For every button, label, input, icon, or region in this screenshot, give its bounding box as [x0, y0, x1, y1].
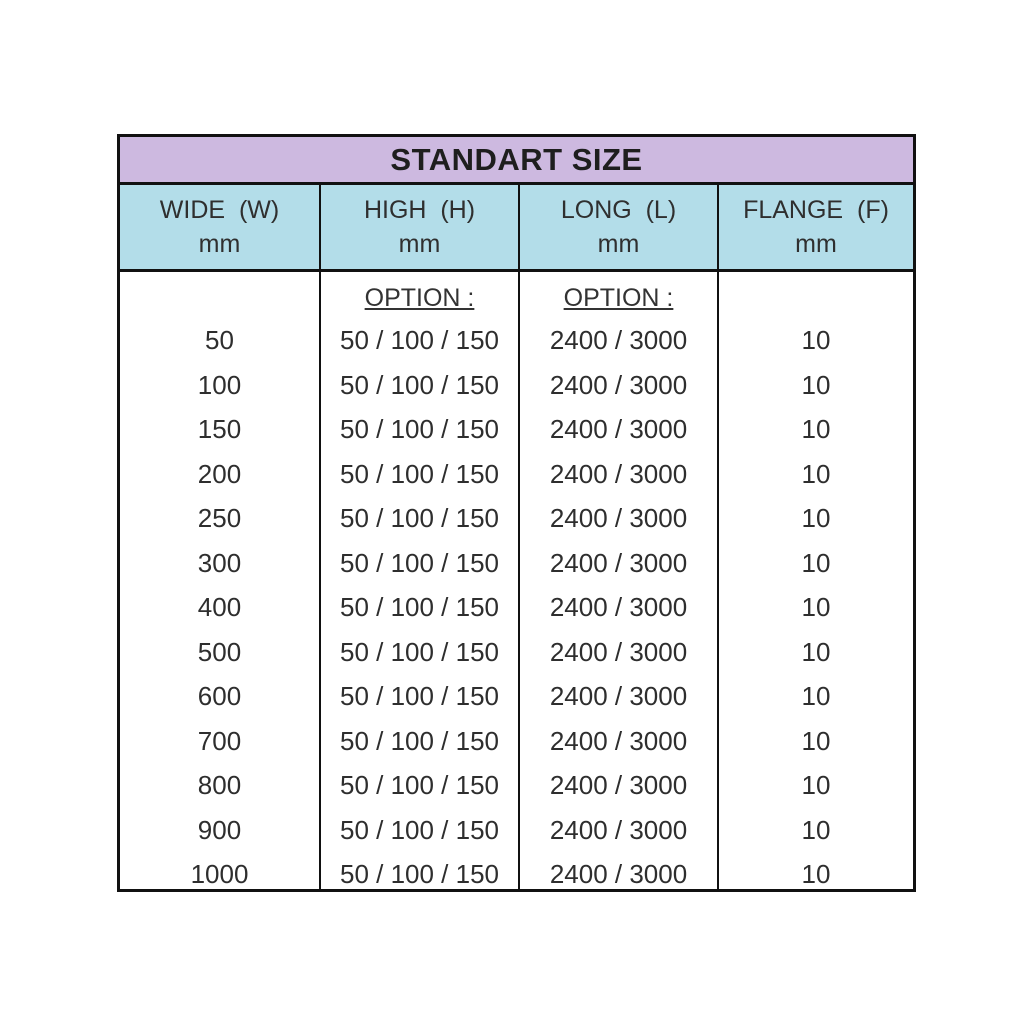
wide-cell: 1000 — [190, 859, 249, 889]
header-long-unit: mm — [597, 230, 640, 258]
wide-cell: 700 — [197, 725, 242, 756]
wide-cell: 800 — [197, 770, 242, 800]
long-cell: 2400 / 3000 — [549, 681, 688, 711]
wide-values — [120, 318, 319, 897]
wide-cell: 500 — [197, 636, 242, 667]
flange-cell: 10 — [801, 636, 831, 667]
long-cell: 2400 / 3000 — [549, 636, 688, 667]
high-cell: 50 / 100 / 150 — [339, 458, 500, 489]
flange-cell: 10 — [801, 814, 831, 845]
header-wide-unit: mm — [198, 230, 241, 258]
long-cell: 2400 / 3000 — [549, 325, 688, 355]
high-cell: 50 / 100 / 150 — [339, 369, 500, 400]
flange-cell: 10 — [801, 414, 831, 444]
flange-cell: 10 — [801, 859, 831, 889]
table-title: STANDART SIZE — [120, 137, 913, 185]
flange-cell: 10 — [801, 725, 831, 756]
long-cell: 2400 / 3000 — [549, 859, 688, 889]
long-cell: 2400 / 3000 — [549, 592, 688, 622]
long-column — [520, 272, 719, 889]
flange-cell: 10 — [801, 681, 831, 711]
wide-cell: 250 — [197, 503, 242, 533]
flange-cell: 10 — [801, 369, 831, 400]
high-cell: 50 / 100 / 150 — [339, 547, 500, 578]
header-high — [321, 185, 520, 269]
high-cell: 50 / 100 / 150 — [339, 725, 500, 756]
wide-cell: 600 — [197, 681, 242, 711]
high-cell: 50 / 100 / 150 — [339, 636, 500, 667]
long-cell: 2400 / 3000 — [549, 547, 688, 578]
long-cell: 2400 / 3000 — [549, 458, 688, 489]
wide-cell: 200 — [197, 458, 242, 489]
high-cell: 50 / 100 / 150 — [339, 592, 500, 622]
wide-cell: 50 — [205, 325, 234, 355]
wide-cell: 900 — [197, 814, 242, 845]
high-cell: 50 / 100 / 150 — [339, 414, 500, 444]
long-cell: 2400 / 3000 — [549, 725, 688, 756]
flange-cell: 10 — [801, 770, 831, 800]
standard-size-table — [117, 134, 916, 892]
wide-cell: 150 — [197, 414, 242, 444]
long-cell: 2400 / 3000 — [549, 814, 688, 845]
long-cell: 2400 / 3000 — [549, 503, 688, 533]
header-wide — [120, 185, 321, 269]
long-cell: 2400 / 3000 — [549, 770, 688, 800]
flange-cell: 10 — [801, 458, 831, 489]
long-option-label: OPTION : — [563, 284, 674, 312]
flange-cell: 10 — [801, 325, 831, 355]
header-flange — [719, 185, 913, 269]
high-cell: 50 / 100 / 150 — [339, 814, 500, 845]
wide-cell: 400 — [197, 592, 242, 622]
wide-column — [120, 272, 321, 889]
flange-cell: 10 — [801, 592, 831, 622]
high-cell: 50 / 100 / 150 — [339, 325, 500, 355]
high-option-label: OPTION : — [364, 284, 475, 312]
header-long — [520, 185, 719, 269]
high-column — [321, 272, 520, 889]
high-cell: 50 / 100 / 150 — [339, 859, 500, 889]
header-flange-unit: mm — [795, 230, 837, 258]
long-cell: 2400 / 3000 — [549, 369, 688, 400]
table-header-row — [120, 185, 913, 272]
flange-cell: 10 — [801, 547, 831, 578]
flange-values — [719, 318, 913, 897]
flange-column — [719, 272, 913, 889]
header-high-unit: mm — [398, 230, 441, 258]
wide-cell: 100 — [197, 369, 242, 400]
long-values — [520, 318, 717, 897]
header-flange-label: FLANGE (F) — [743, 196, 889, 224]
header-high-label: HIGH (H) — [363, 196, 476, 224]
table-body — [120, 272, 913, 889]
high-values — [321, 318, 518, 897]
flange-cell: 10 — [801, 503, 831, 533]
header-wide-label: WIDE (W) — [159, 196, 280, 224]
header-long-label: LONG (L) — [560, 196, 677, 224]
wide-cell: 300 — [197, 547, 242, 578]
high-cell: 50 / 100 / 150 — [339, 770, 500, 800]
high-cell: 50 / 100 / 150 — [339, 503, 500, 533]
long-cell: 2400 / 3000 — [549, 414, 688, 444]
high-cell: 50 / 100 / 150 — [339, 681, 500, 711]
